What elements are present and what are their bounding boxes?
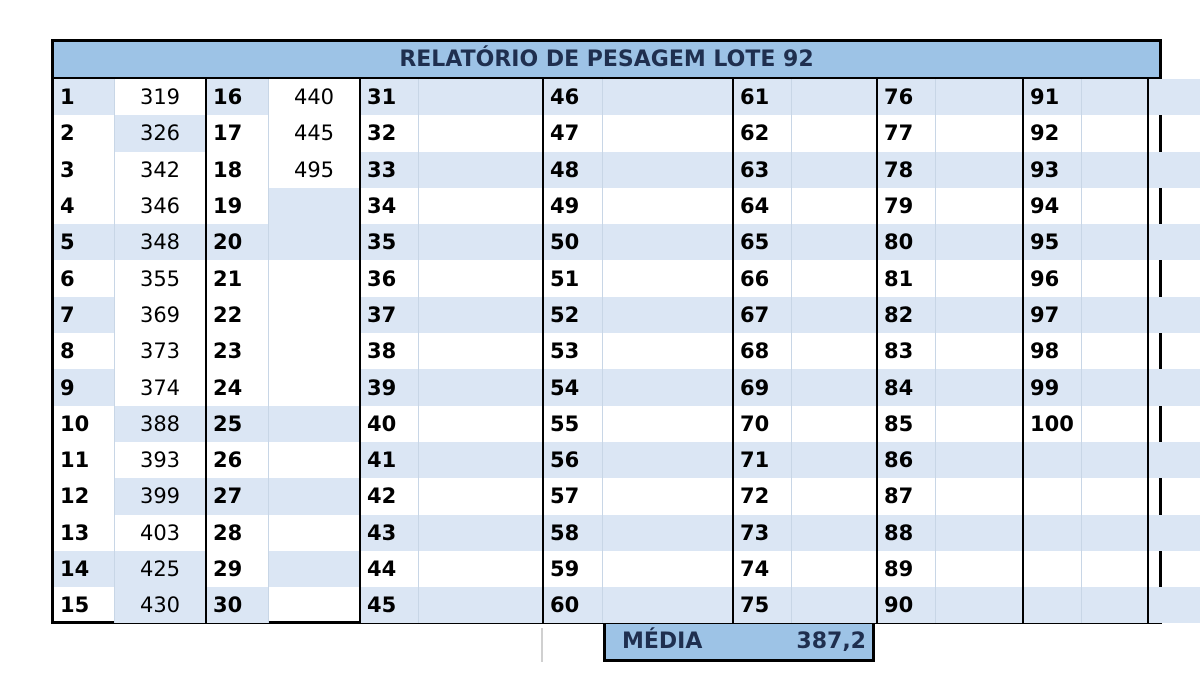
lot-number-cell: 38 [361,333,419,369]
empty-cell [1149,79,1200,115]
lot-number-cell: 71 [734,442,792,478]
weight-cell [936,297,1024,333]
lot-number-cell: 94 [1024,188,1082,224]
lot-number-cell: 5 [54,224,115,260]
lot-number-cell: 82 [878,297,936,333]
weight-cell [1082,224,1149,260]
empty-cell [1149,442,1200,478]
empty-cell [1024,442,1082,478]
lot-number-cell: 46 [544,79,603,115]
weight-cell [419,152,544,188]
lot-number-cell: 3 [54,152,115,188]
weight-cell: 425 [115,551,207,587]
weight-cell [603,478,734,514]
lot-number-cell: 67 [734,297,792,333]
lot-number-cell: 58 [544,515,603,551]
weight-cell [792,333,878,369]
weighing-report-table [51,39,1162,624]
weight-cell [603,551,734,587]
empty-cell [1082,587,1149,623]
weight-cell [603,115,734,151]
weight-cell [269,551,361,587]
lot-number-cell: 28 [207,515,269,551]
empty-cell [1149,369,1200,405]
lot-number-cell: 95 [1024,224,1082,260]
weight-cell [936,188,1024,224]
weight-cell [792,587,878,623]
weight-cell [792,551,878,587]
lot-number-cell: 97 [1024,297,1082,333]
lot-number-cell: 8 [54,333,115,369]
lot-number-cell: 99 [1024,369,1082,405]
lot-number-cell: 34 [361,188,419,224]
lot-number-cell: 98 [1024,333,1082,369]
lot-number-cell: 54 [544,369,603,405]
lot-number-cell: 80 [878,224,936,260]
weight-cell [419,115,544,151]
weight-cell [1082,188,1149,224]
lot-number-cell: 83 [878,333,936,369]
weight-cell [936,478,1024,514]
empty-cell [1149,478,1200,514]
lot-number-cell: 35 [361,224,419,260]
lot-number-cell: 70 [734,406,792,442]
lot-number-cell: 40 [361,406,419,442]
empty-cell [1149,551,1200,587]
empty-cell [1024,551,1082,587]
weight-cell: 430 [115,587,207,623]
lot-number-cell: 47 [544,115,603,151]
weight-cell [936,333,1024,369]
lot-number-cell: 89 [878,551,936,587]
weight-cell [936,406,1024,442]
lot-number-cell: 16 [207,79,269,115]
weight-cell [419,478,544,514]
lot-number-cell: 11 [54,442,115,478]
weight-cell [419,406,544,442]
lot-number-cell: 21 [207,260,269,296]
weight-cell: 393 [115,442,207,478]
lot-number-cell: 30 [207,587,269,623]
weight-cell [419,224,544,260]
lot-number-cell: 22 [207,297,269,333]
weight-cell [1082,406,1149,442]
lot-number-cell: 81 [878,260,936,296]
lot-number-cell: 86 [878,442,936,478]
lot-number-cell: 23 [207,333,269,369]
lot-number-cell: 84 [878,369,936,405]
weight-cell [936,115,1024,151]
weight-cell [603,188,734,224]
weight-cell [603,442,734,478]
weight-cell [936,587,1024,623]
weight-cell [936,260,1024,296]
weight-cell [603,333,734,369]
weight-cell [419,297,544,333]
lot-number-cell: 64 [734,188,792,224]
lot-number-cell: 15 [54,587,115,623]
lot-number-cell: 50 [544,224,603,260]
weight-cell [419,551,544,587]
weight-cell [792,369,878,405]
weight-cell [269,333,361,369]
lot-number-cell: 62 [734,115,792,151]
weight-cell [419,188,544,224]
lot-number-cell: 10 [54,406,115,442]
lot-number-cell: 14 [54,551,115,587]
weight-cell [792,515,878,551]
weight-cell [419,515,544,551]
average-label: MÉDIA [622,629,703,654]
weight-cell [603,79,734,115]
lot-number-cell: 68 [734,333,792,369]
lot-number-cell: 72 [734,478,792,514]
weight-cell [936,515,1024,551]
lot-number-cell: 41 [361,442,419,478]
weight-cell [936,79,1024,115]
lot-number-cell: 4 [54,188,115,224]
weight-cell [419,260,544,296]
lot-number-cell: 76 [878,79,936,115]
lot-number-cell: 63 [734,152,792,188]
empty-cell [1149,406,1200,442]
lot-number-cell: 20 [207,224,269,260]
lot-number-cell: 55 [544,406,603,442]
weight-cell [603,297,734,333]
lot-number-cell: 2 [54,115,115,151]
weight-cell [792,406,878,442]
empty-cell [1149,188,1200,224]
weight-cell [792,188,878,224]
lot-number-cell: 78 [878,152,936,188]
weight-cell [269,297,361,333]
weight-cell [269,587,361,623]
lot-number-cell: 59 [544,551,603,587]
empty-cell [1149,587,1200,623]
weight-cell [269,260,361,296]
lot-number-cell: 61 [734,79,792,115]
weight-cell [269,224,361,260]
weight-cell [936,551,1024,587]
lot-number-cell: 12 [54,478,115,514]
weight-cell [269,442,361,478]
weight-cell [419,79,544,115]
weight-cell: 445 [269,115,361,151]
lot-number-cell: 25 [207,406,269,442]
lot-number-cell: 44 [361,551,419,587]
average-value: 387,2 [796,629,866,654]
weight-cell [269,188,361,224]
weight-cell [603,369,734,405]
lot-number-cell: 77 [878,115,936,151]
lot-number-cell: 57 [544,478,603,514]
lot-number-cell: 6 [54,260,115,296]
weight-cell [603,587,734,623]
empty-cell [1082,515,1149,551]
lot-number-cell: 51 [544,260,603,296]
weights-grid [54,79,1200,623]
weight-cell [1082,333,1149,369]
lot-number-cell: 33 [361,152,419,188]
weight-cell [792,224,878,260]
weight-cell [792,260,878,296]
lot-number-cell: 29 [207,551,269,587]
weight-cell [792,115,878,151]
weight-cell [1082,260,1149,296]
weight-cell [792,442,878,478]
lot-number-cell: 7 [54,297,115,333]
lot-number-cell: 17 [207,115,269,151]
weight-cell [792,79,878,115]
lot-number-cell: 27 [207,478,269,514]
weight-cell [419,333,544,369]
lot-number-cell: 37 [361,297,419,333]
weight-cell [269,406,361,442]
lot-number-cell: 49 [544,188,603,224]
lot-number-cell: 66 [734,260,792,296]
weight-cell [792,478,878,514]
report-title: RELATÓRIO DE PESAGEM LOTE 92 [54,42,1159,79]
empty-cell [1149,152,1200,188]
empty-cell [1149,333,1200,369]
lot-number-cell: 42 [361,478,419,514]
lot-number-cell: 65 [734,224,792,260]
lot-number-cell: 74 [734,551,792,587]
empty-cell [1149,515,1200,551]
empty-cell [1024,478,1082,514]
lot-number-cell: 45 [361,587,419,623]
weight-cell [419,587,544,623]
lot-number-cell: 39 [361,369,419,405]
lot-number-cell: 87 [878,478,936,514]
weight-cell [419,442,544,478]
average-box [603,624,875,662]
weight-cell: 403 [115,515,207,551]
empty-cell [1149,260,1200,296]
weight-cell: 326 [115,115,207,151]
lot-number-cell: 9 [54,369,115,405]
lot-number-cell: 31 [361,79,419,115]
weight-cell [603,152,734,188]
weight-cell [269,369,361,405]
lot-number-cell: 88 [878,515,936,551]
empty-cell [1082,551,1149,587]
weight-cell: 495 [269,152,361,188]
lot-number-cell: 48 [544,152,603,188]
weight-cell [1082,297,1149,333]
divider-line [541,628,543,662]
lot-number-cell: 43 [361,515,419,551]
lot-number-cell: 13 [54,515,115,551]
lot-number-cell: 24 [207,369,269,405]
lot-number-cell: 92 [1024,115,1082,151]
weight-cell [603,260,734,296]
lot-number-cell: 69 [734,369,792,405]
lot-number-cell: 73 [734,515,792,551]
weight-cell: 369 [115,297,207,333]
empty-cell [1149,297,1200,333]
empty-cell [1024,587,1082,623]
weight-cell [269,478,361,514]
lot-number-cell: 79 [878,188,936,224]
weight-cell: 374 [115,369,207,405]
lot-number-cell: 91 [1024,79,1082,115]
empty-cell [1149,224,1200,260]
weight-cell [1082,79,1149,115]
weight-cell [1082,152,1149,188]
lot-number-cell: 26 [207,442,269,478]
weight-cell [936,369,1024,405]
weight-cell [603,224,734,260]
weight-cell [936,442,1024,478]
weight-cell [936,152,1024,188]
lot-number-cell: 56 [544,442,603,478]
lot-number-cell: 1 [54,79,115,115]
lot-number-cell: 53 [544,333,603,369]
lot-number-cell: 90 [878,587,936,623]
weight-cell: 346 [115,188,207,224]
empty-cell [1149,115,1200,151]
weight-cell: 388 [115,406,207,442]
empty-cell [1082,478,1149,514]
weight-cell: 399 [115,478,207,514]
lot-number-cell: 18 [207,152,269,188]
weight-cell [1082,115,1149,151]
weight-cell: 319 [115,79,207,115]
empty-cell [1082,442,1149,478]
weight-cell [792,152,878,188]
empty-cell [1024,515,1082,551]
lot-number-cell: 93 [1024,152,1082,188]
weight-cell: 440 [269,79,361,115]
lot-number-cell: 96 [1024,260,1082,296]
lot-number-cell: 19 [207,188,269,224]
lot-number-cell: 36 [361,260,419,296]
lot-number-cell: 100 [1024,406,1082,442]
lot-number-cell: 52 [544,297,603,333]
lot-number-cell: 85 [878,406,936,442]
weight-cell [1082,369,1149,405]
lot-number-cell: 32 [361,115,419,151]
weight-cell [603,406,734,442]
weight-cell: 342 [115,152,207,188]
weight-cell: 355 [115,260,207,296]
weight-cell [269,515,361,551]
lot-number-cell: 60 [544,587,603,623]
weight-cell [603,515,734,551]
weight-cell [419,369,544,405]
weight-cell: 348 [115,224,207,260]
lot-number-cell: 75 [734,587,792,623]
weight-cell [792,297,878,333]
weight-cell: 373 [115,333,207,369]
weight-cell [936,224,1024,260]
